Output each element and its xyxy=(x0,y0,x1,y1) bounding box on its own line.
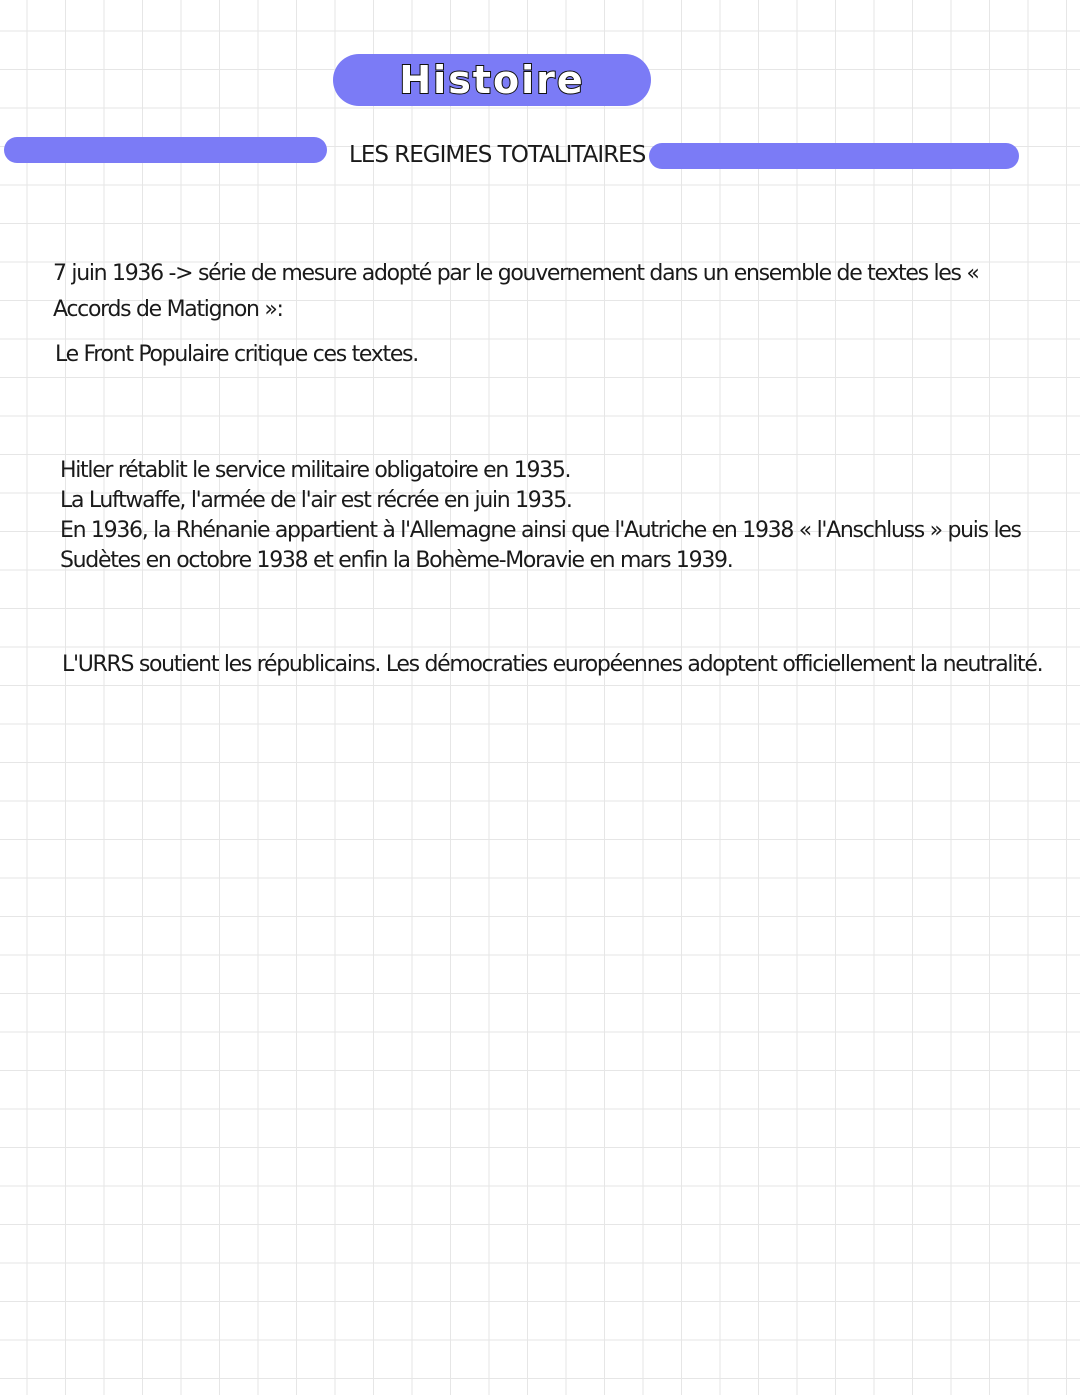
paragraph-front-populaire: Le Front Populaire critique ces textes. xyxy=(55,342,418,367)
paragraph-urrs: L'URRS soutient les républicains. Les démocraties européennes adoptent officiellement la neutralité. xyxy=(62,652,1043,677)
line-service-militaire: Hitler rétablit le service militaire obligatoire en 1935. xyxy=(60,458,571,483)
line-sudetes: Sudètes en octobre 1938 et enfin la Bohème-Moravie en mars 1939. xyxy=(60,548,733,573)
line-rhenanie: En 1936, la Rhénanie appartient à l'Allemagne ainsi que l'Autriche en 1938 « l'Anschluss » puis les xyxy=(60,518,1021,543)
paragraph-hitler xyxy=(60,456,1021,576)
page-title: Histoire xyxy=(399,58,585,102)
decorative-bar-left xyxy=(4,137,327,163)
paragraph-accords-matignon: 7 juin 1936 -> série de mesure adopté par le gouvernement dans un ensemble de textes les « Accords de Matignon »: xyxy=(53,261,979,322)
title-banner xyxy=(333,54,651,106)
decorative-bar-right xyxy=(649,143,1019,169)
subtitle: LES REGIMES TOTALITAIRES xyxy=(349,142,646,168)
line-luftwaffe: La Luftwaffe, l'armée de l'air est récrée en juin 1935. xyxy=(60,488,572,513)
